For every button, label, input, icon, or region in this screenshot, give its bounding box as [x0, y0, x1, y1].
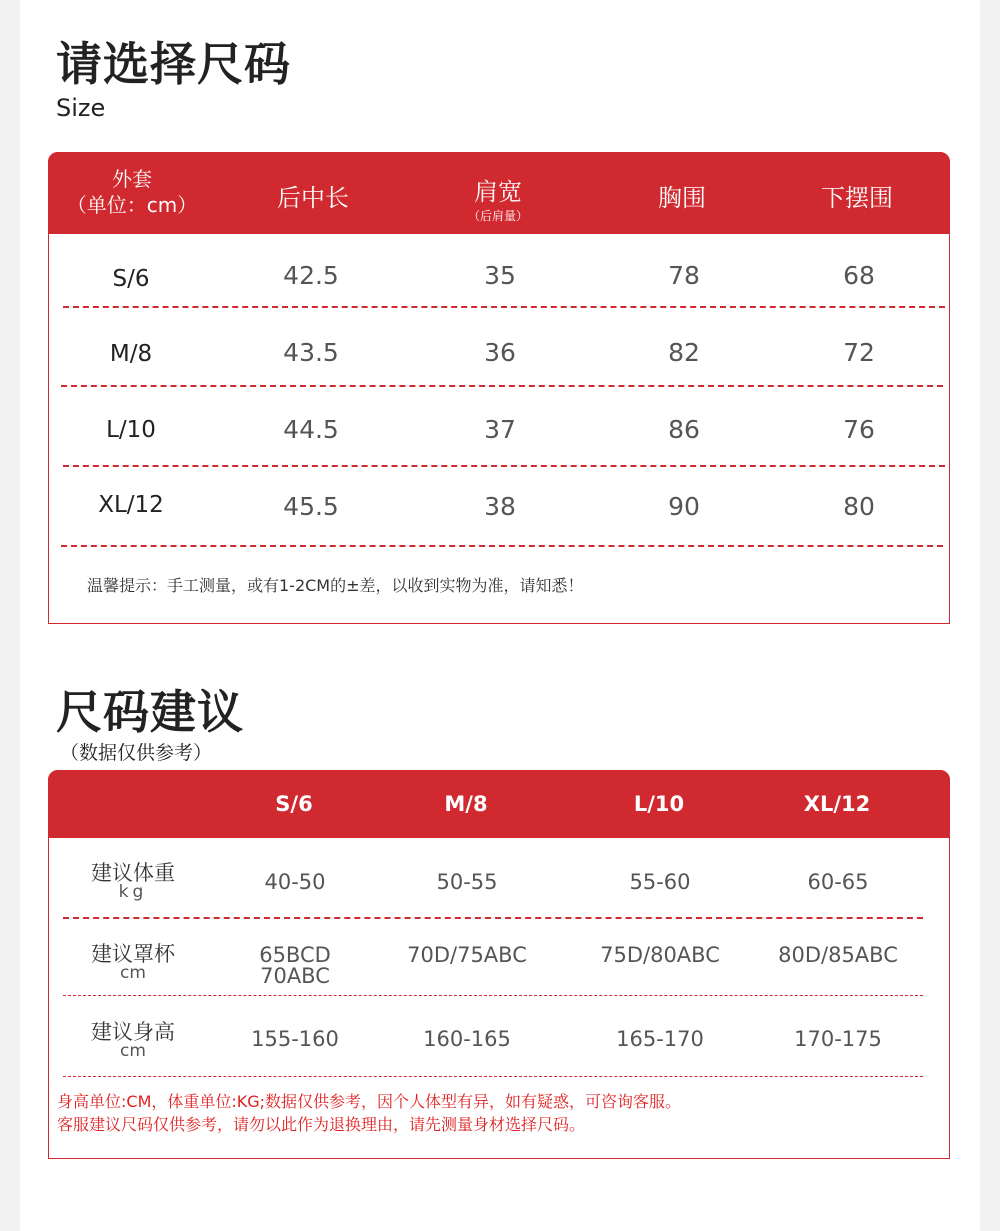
row-divider: [61, 545, 943, 547]
rec-row-label: [91, 863, 175, 901]
row-length: 42.5: [283, 261, 339, 290]
rec-row-label: [91, 1022, 175, 1060]
rec-row-label: [91, 944, 175, 982]
rec-label-height: 建议身高: [91, 1020, 175, 1044]
header-size: L/10: [633, 792, 685, 816]
row-size-label: XL/12: [98, 492, 164, 518]
rec-weight-value: 55-60: [629, 870, 691, 894]
recommend-title: 尺码建议: [56, 685, 244, 739]
page: [20, 0, 980, 1231]
row-divider: [63, 465, 945, 467]
recommend-note-line1: 身高单位:CM，体重单位:KG;数据仅供参考，因个人体型有异，如有疑惑，可咨询客服。: [57, 1092, 682, 1111]
row-chest: 82: [668, 338, 700, 367]
row-hem: 76: [843, 415, 875, 444]
rec-cup-value: 70D/75ABC: [407, 943, 527, 967]
row-shoulder: 35: [484, 261, 516, 290]
header-outerwear-label: 外套: [111, 167, 152, 191]
row-size-label: L/10: [106, 417, 156, 443]
header-hem: 下摆围: [821, 184, 893, 212]
row-shoulder: 38: [484, 492, 516, 521]
recommend-table: [48, 770, 950, 1159]
row-size-label: S/6: [112, 266, 150, 292]
size-subtitle: Size: [56, 94, 106, 122]
row-hem: 80: [843, 492, 875, 521]
row-size-label: M/8: [109, 341, 153, 367]
rec-unit-cup: cm: [120, 963, 146, 983]
header-size: S/6: [275, 792, 313, 816]
header-back-length: 后中长: [277, 184, 349, 212]
size-table-header: [48, 152, 950, 234]
row-divider: [63, 306, 945, 308]
row-chest: 90: [668, 492, 700, 521]
row-divider: [63, 995, 923, 996]
header-size: M/8: [444, 792, 488, 816]
rec-cup-value: 80D/85ABC: [778, 943, 898, 967]
row-shoulder: 36: [484, 338, 516, 367]
header-unit-label: （单位：cm）: [66, 193, 198, 217]
header-chest: 胸围: [658, 184, 706, 212]
row-length: 45.5: [283, 492, 339, 521]
rec-weight-value: 50-55: [436, 870, 498, 894]
rec-cup-value: 75D/80ABC: [600, 943, 720, 967]
row-divider: [61, 385, 943, 387]
rec-label-weight: 建议体重: [91, 861, 175, 885]
rec-height-value: 160-165: [423, 1027, 511, 1051]
rec-unit-height: cm: [120, 1041, 146, 1061]
header-shoulder: [468, 172, 528, 224]
rec-label-cup: 建议罩杯: [91, 942, 175, 966]
recommend-subtitle: （数据仅供参考）: [60, 742, 213, 764]
rec-weight-value: 60-65: [807, 870, 869, 894]
row-divider: [63, 917, 923, 919]
row-chest: 78: [668, 261, 700, 290]
row-shoulder: 37: [484, 415, 516, 444]
size-table: [48, 152, 950, 624]
row-hem: 72: [843, 338, 875, 367]
rec-height-value: 155-160: [251, 1027, 339, 1051]
row-divider: [63, 1076, 923, 1077]
header-size: XL/12: [803, 792, 871, 816]
rec-weight-value: 40-50: [264, 870, 326, 894]
size-title: 请选择尺码: [56, 37, 291, 91]
header-outerwear: [67, 166, 197, 218]
row-chest: 86: [668, 415, 700, 444]
rec-unit-weight: kg: [118, 882, 148, 902]
rec-cup-value-line2: 70ABC: [260, 964, 330, 988]
rec-height-value: 165-170: [616, 1027, 704, 1051]
rec-cup-value-line1: 65BCD: [259, 943, 331, 967]
header-shoulder-label: 肩宽: [473, 178, 522, 206]
rec-height-value: 170-175: [794, 1027, 882, 1051]
row-length: 43.5: [283, 338, 339, 367]
row-hem: 68: [843, 261, 875, 290]
measurement-tip: 温馨提示：手工测量，或有1-2CM的±差，以收到实物为准，请知悉！: [87, 576, 584, 595]
recommend-table-header: [48, 770, 950, 838]
rec-cup-value: [259, 945, 331, 987]
row-length: 44.5: [283, 415, 339, 444]
header-shoulder-sub: （后肩量）: [467, 209, 529, 223]
recommend-note-line2: 客服建议尺码仅供参考，请勿以此作为退换理由，请先测量身材选择尺码。: [57, 1115, 586, 1134]
